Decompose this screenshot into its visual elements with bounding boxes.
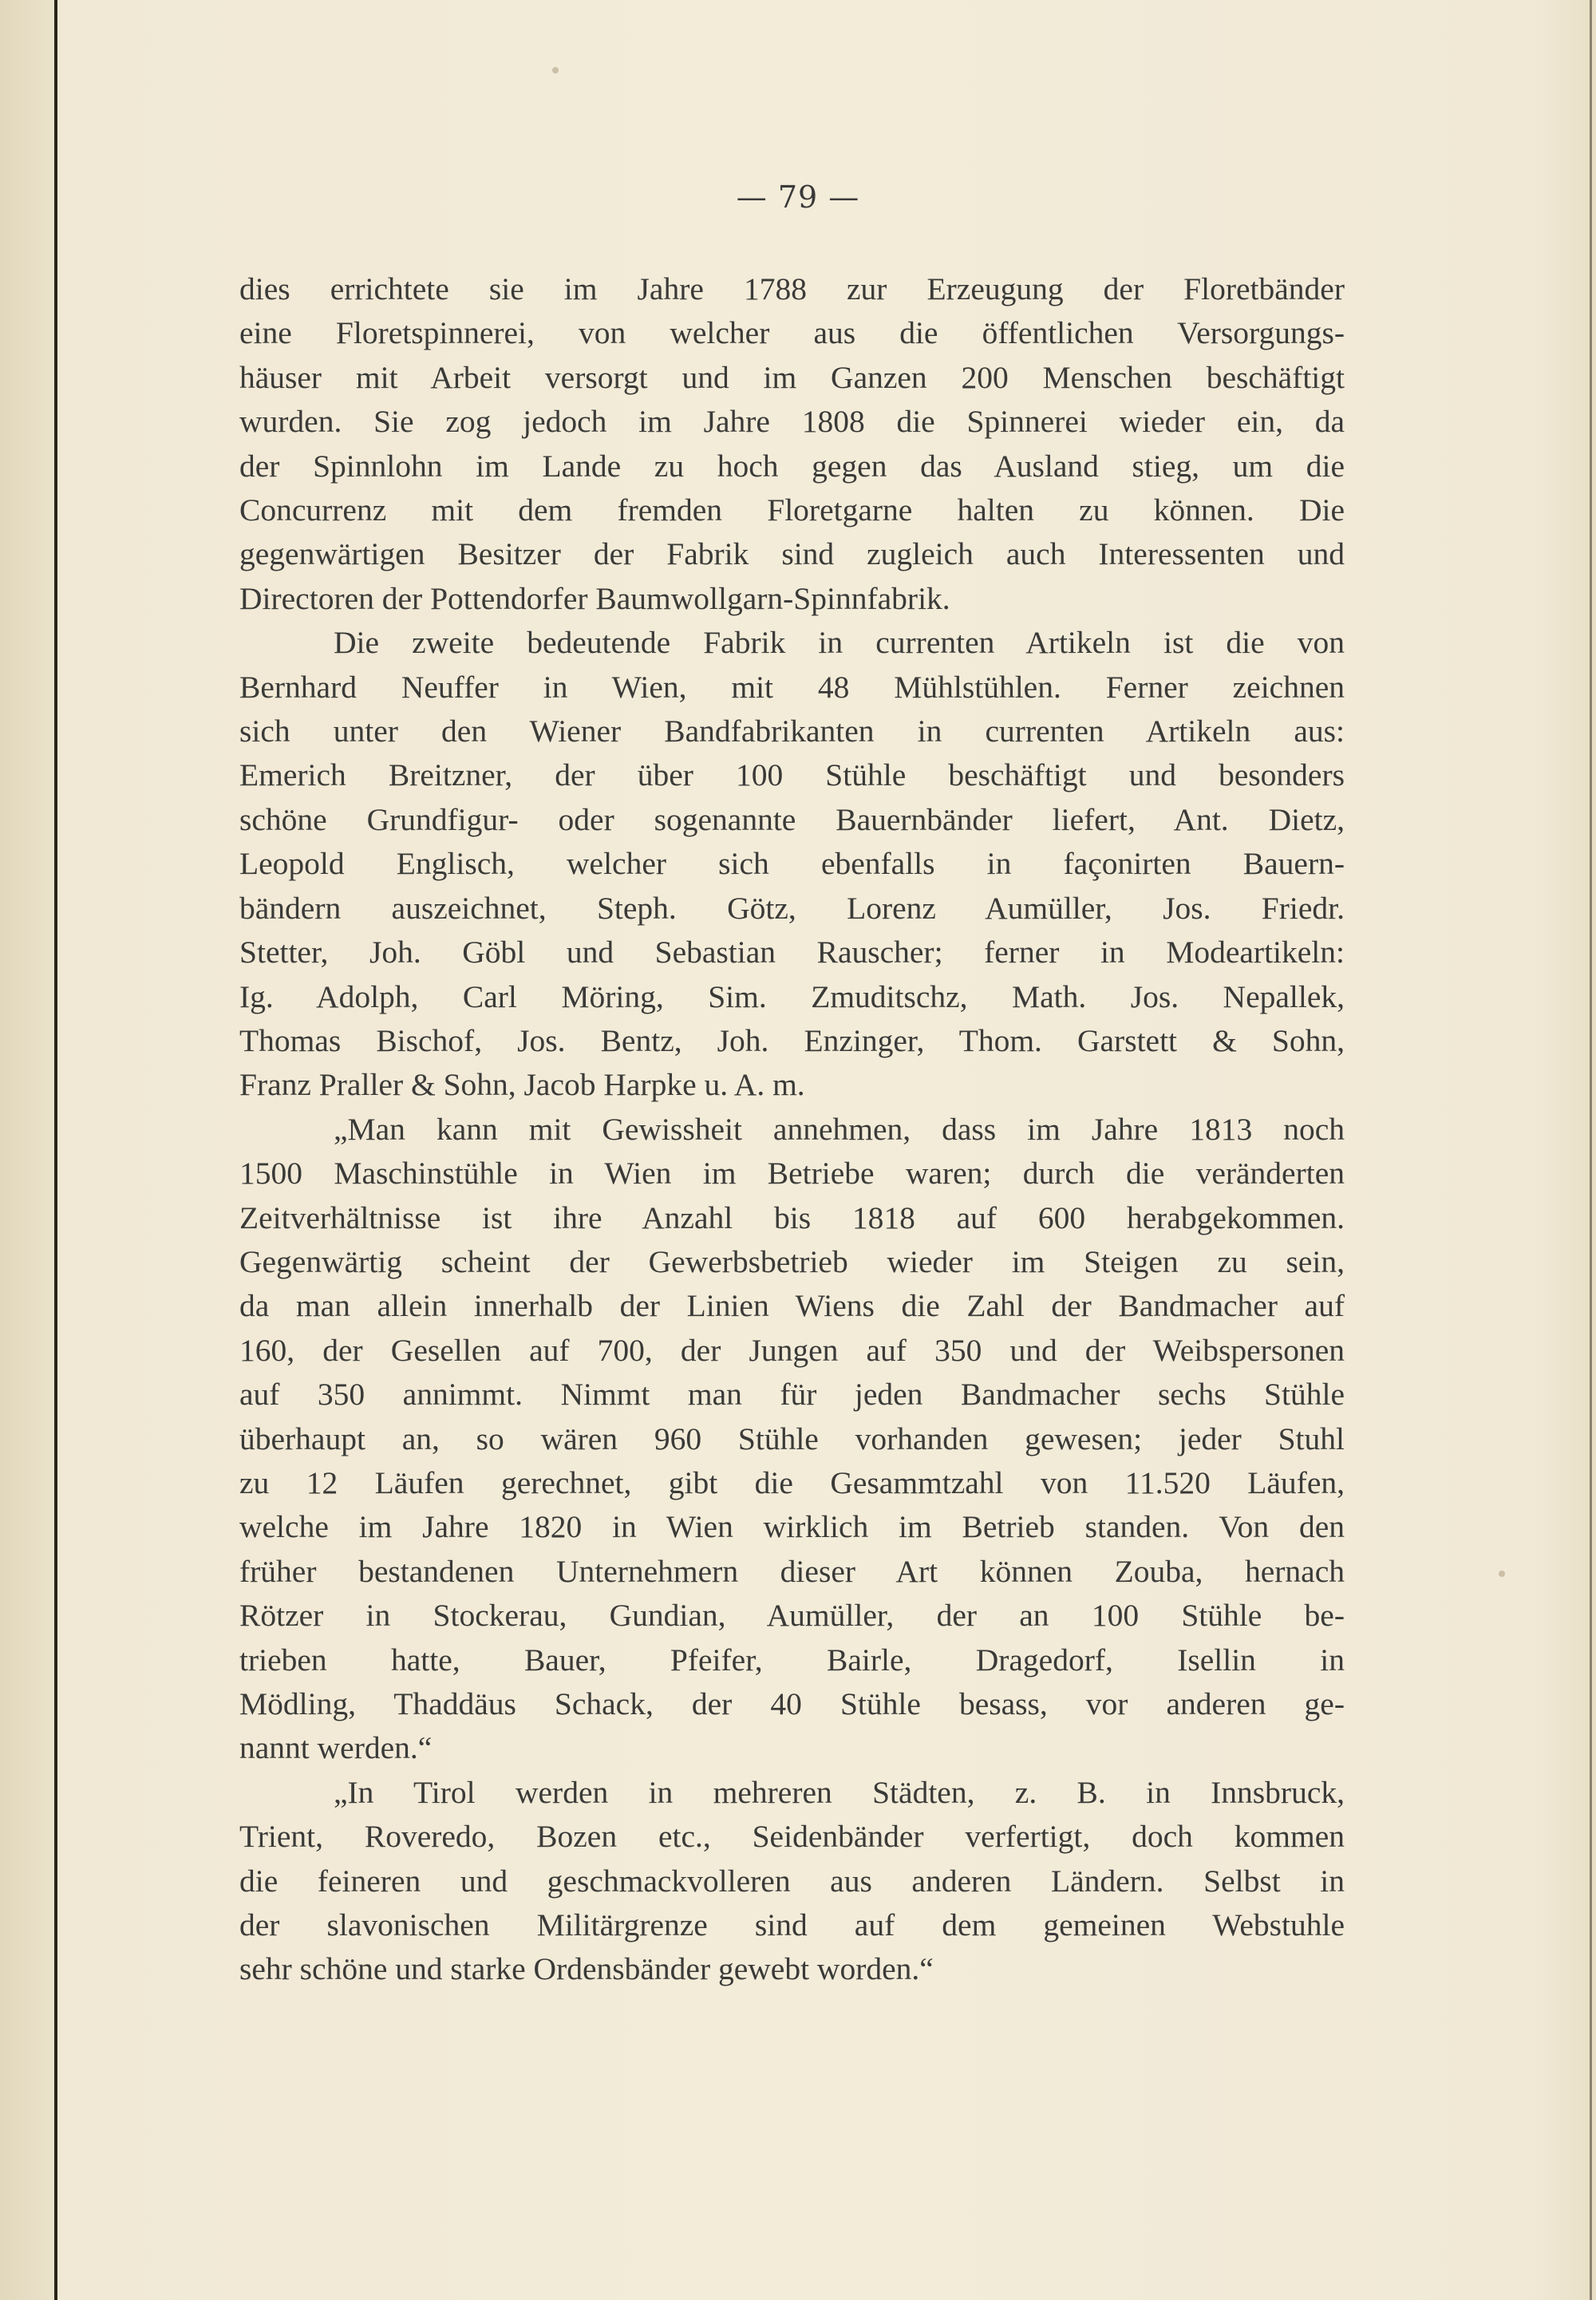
text-line: da man allein innerhalb der Linien Wiens die Zahl der Bandmacher auf bbox=[239, 1288, 1345, 1324]
text-line: häuser mit Arbeit versorgt und im Ganzen 200 Menschen beschäftigt bbox=[239, 359, 1345, 395]
paper-speck bbox=[552, 67, 559, 73]
text-line: überhaupt an, so wären 960 Stühle vorhanden gewesen; jeder Stuhl bbox=[239, 1421, 1345, 1456]
text-line: Concurrenz mit dem fremden Floretgarne halten zu können. Die bbox=[239, 492, 1345, 528]
page-number: — 79 — bbox=[736, 180, 860, 215]
text-line: Zeitverhältnisse ist ihre Anzahl bis 1818 auf 600 herabgekommen. bbox=[239, 1199, 1345, 1235]
text-line: schöne Grundfigur- oder sogenannte Bauernbänder liefert, Ant. Dietz, bbox=[239, 801, 1345, 837]
text-line: Rötzer in Stockerau, Gundian, Aumüller, der an 100 Stühle be- bbox=[239, 1598, 1345, 1634]
text-line: wurden. Sie zog jedoch im Jahre 1808 die Spinnerei wieder ein, da bbox=[239, 404, 1345, 440]
text-line: Mödling, Thaddäus Schack, der 40 Stühle besass, vor anderen ge- bbox=[239, 1686, 1345, 1721]
text-line: 160, der Gesellen auf 700, der Jungen auf 350 und der Weibspersonen bbox=[239, 1332, 1345, 1368]
body-text bbox=[239, 267, 1345, 1992]
text-line: gegenwärtigen Besitzer der Fabrik sind zugleich auch Interessenten und bbox=[239, 536, 1345, 572]
paper-speck bbox=[1499, 1571, 1505, 1577]
text-line: eine Floretspinnerei, von welcher aus die öffentlichen Versorgungs- bbox=[239, 315, 1345, 351]
text-line: der Spinnlohn im Lande zu hoch gegen das Ausland stieg, um die bbox=[239, 448, 1345, 484]
text-line: zu 12 Läufen gerechnet, gibt die Gesammtzahl von 11.520 Läufen, bbox=[239, 1464, 1345, 1500]
text-line: Stetter, Joh. Göbl und Sebastian Rauscher; ferner in Modeartikeln: bbox=[239, 935, 1345, 970]
text-line: Directoren der Pottendorfer Baumwollgarn-Spinnfabrik. bbox=[239, 580, 950, 616]
text-line: auf 350 annimmt. Nimmt man für jeden Bandmacher sechs Stühle bbox=[239, 1377, 1345, 1413]
text-line: dies errichtete sie im Jahre 1788 zur Erzeugung der Floretbänder bbox=[239, 271, 1345, 306]
text-line: die feineren und geschmackvolleren aus anderen Ländern. Selbst in bbox=[239, 1863, 1345, 1899]
text-line: früher bestandenen Unternehmern dieser Art können Zouba, hernach bbox=[239, 1553, 1345, 1589]
text-line: „Man kann mit Gewissheit annehmen, dass im Jahre 1813 noch bbox=[334, 1111, 1345, 1147]
text-line: Die zweite bedeutende Fabrik in currenten Artikeln ist die von bbox=[334, 625, 1345, 661]
text-line: sich unter den Wiener Bandfabrikanten in currenten Artikeln aus: bbox=[239, 713, 1345, 749]
text-line: Trient, Roveredo, Bozen etc., Seidenbänder verfertigt, doch kommen bbox=[239, 1819, 1345, 1855]
text-line: bändern auszeichnet, Steph. Götz, Lorenz Aumüller, Jos. Friedr. bbox=[239, 890, 1345, 926]
text-line: Thomas Bischof, Jos. Bentz, Joh. Enzinger, Thom. Garstett & Sohn, bbox=[239, 1022, 1345, 1058]
page-right-edge bbox=[1590, 0, 1592, 2300]
text-line: 1500 Maschinstühle in Wien im Betriebe waren; durch die veränderten bbox=[239, 1156, 1345, 1191]
text-line: der slavonischen Militärgrenze sind auf dem gemeinen Webstuhle bbox=[239, 1907, 1345, 1943]
text-line: Leopold Englisch, welcher sich ebenfalls in façonirten Bauern- bbox=[239, 846, 1345, 882]
text-line: welche im Jahre 1820 in Wien wirklich im Betrieb standen. Von den bbox=[239, 1509, 1345, 1545]
text-line: Gegenwärtig scheint der Gewerbsbetrieb wieder im Steigen zu sein, bbox=[239, 1243, 1345, 1279]
text-line: „In Tirol werden in mehreren Städten, z. B. in Innsbruck, bbox=[334, 1774, 1345, 1810]
text-line: Franz Praller & Sohn, Jacob Harpke u. A. m. bbox=[239, 1067, 805, 1103]
page-gutter-shadow bbox=[0, 0, 54, 2300]
text-line: Bernhard Neuffer in Wien, mit 48 Mühlstühlen. Ferner zeichnen bbox=[239, 669, 1345, 705]
text-line: sehr schöne und starke Ordensbänder gewebt worden.“ bbox=[239, 1951, 934, 1987]
text-line: Ig. Adolph, Carl Möring, Sim. Zmuditschz, Math. Jos. Nepallek, bbox=[239, 978, 1345, 1014]
text-line: trieben hatte, Bauer, Pfeifer, Bairle, Dragedorf, Isellin in bbox=[239, 1642, 1345, 1678]
text-line: nannt werden.“ bbox=[239, 1730, 433, 1766]
page-left-edge bbox=[54, 0, 57, 2300]
text-line: Emerich Breitzner, der über 100 Stühle beschäftigt und besonders bbox=[239, 757, 1345, 793]
